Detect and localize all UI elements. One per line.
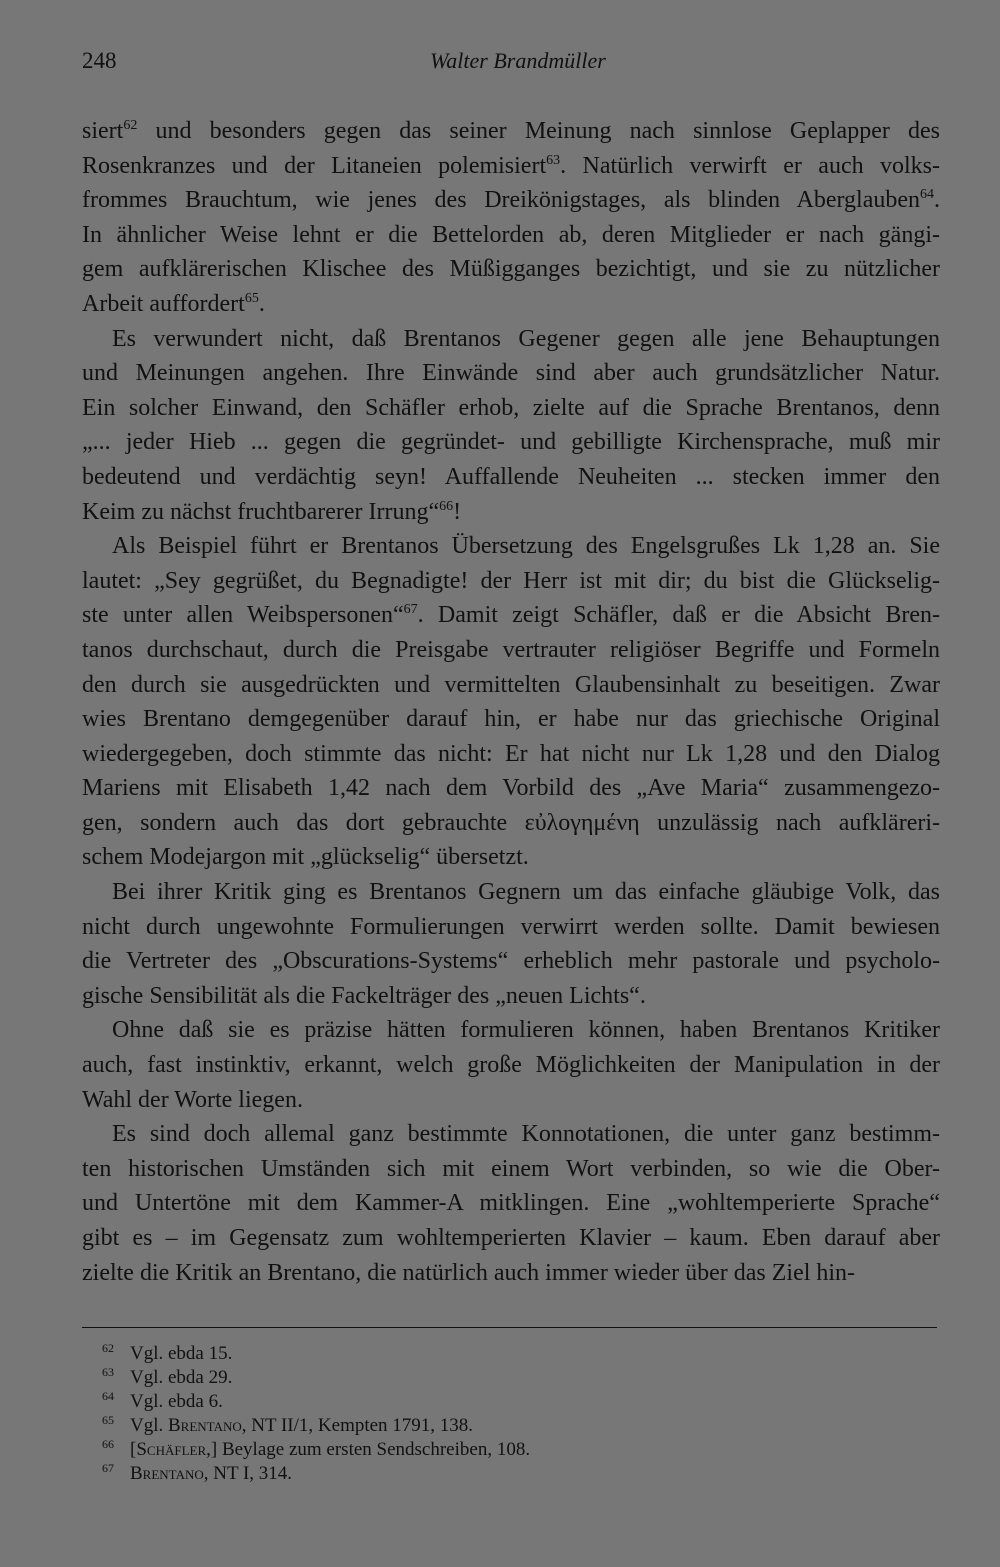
text-line <box>82 1013 940 1048</box>
text-line <box>82 149 940 184</box>
line-text-after-ref: . <box>934 187 940 214</box>
line-text: zielte die Kritik an Brentano, die natürlich auch immer wieder über das Ziel hin- <box>82 1259 856 1286</box>
line-text: „... jeder Hieb ... gegen die gegründet- und gebilligte Kirchensprache, muß mir <box>82 429 940 456</box>
line-text: Rosenkranzes und der Litaneien polemisiert <box>82 152 547 179</box>
text-line <box>82 460 940 495</box>
line-text: auch, fast instinktiv, erkannt, welch große Möglichkeiten der Manipulation in der <box>82 1052 940 1079</box>
footnote: 63 Vgl. ebda 29. <box>102 1365 233 1389</box>
running-head: Walter Brandmüller <box>430 48 606 73</box>
text-line <box>82 702 940 737</box>
footnote-author: Schäfler <box>136 1439 207 1461</box>
footnote-text: Vgl. <box>130 1415 168 1437</box>
line-text: gische Sensibilität als die Fackelträger des „neuen Lichts“. <box>82 982 646 1009</box>
text-line <box>82 529 940 564</box>
line-text-after-ref: . Damit zeigt Schäfler, daß er die Absicht Bren- <box>417 602 940 629</box>
footnote-text: Vgl. ebda 15. <box>130 1343 233 1364</box>
footnote-author: Brentano <box>168 1415 242 1437</box>
text-line <box>82 1083 940 1118</box>
line-text: Keim zu nächst fruchtbarerer Irrung“ <box>82 498 440 525</box>
line-text-after-ref: ! <box>453 498 462 525</box>
footnote-author: Brentano <box>130 1463 204 1485</box>
text-line <box>82 633 940 668</box>
page-number: 248 <box>82 48 117 73</box>
text-line <box>82 944 940 979</box>
text-line <box>82 668 940 703</box>
line-text-after-ref: . Natürlich verwirft er auch volks- <box>560 152 940 179</box>
text-line <box>82 1256 940 1291</box>
line-text: Mariens mit Elisabeth 1,42 nach dem Vorbild des „Ave Maria“ zusammengezo- <box>82 775 940 802</box>
line-text: und Meinungen angehen. Ihre Einwände sind aber auch grundsätzlicher Natur. <box>82 360 940 387</box>
text-line <box>82 910 940 945</box>
text-line <box>82 598 940 633</box>
line-text: Als Beispiel führt er Brentanos Übersetzung des Engelsgrußes Lk 1,28 an. Sie <box>112 533 940 560</box>
footnote: 67 Brentano, NT I, 314. <box>102 1461 293 1485</box>
line-text: ste unter allen Weibspersonen“ <box>82 602 404 629</box>
text-line <box>82 287 940 322</box>
text-line <box>82 771 940 806</box>
line-text: frommes Brauchtum, wie jenes des Dreikönigstages, als blinden Aberglauben <box>82 187 920 214</box>
text-line <box>82 252 940 287</box>
body-text <box>82 114 940 1290</box>
line-text: den durch sie ausgedrückten und vermittelten Glaubensinhalt zu beseitigen. Zwar <box>82 671 940 698</box>
footnote-reference: 63 <box>546 152 561 168</box>
text-line <box>82 218 940 253</box>
footnotes <box>102 1342 937 1487</box>
text-line <box>82 1048 940 1083</box>
line-text-after-ref: . <box>258 290 265 317</box>
line-text: gibt es – im Gegensatz zum wohltemperierten Klavier – kaum. Eben darauf aber <box>82 1225 940 1251</box>
footnote-text: Vgl. ebda 6. <box>130 1391 223 1413</box>
text-line <box>82 114 940 149</box>
line-text: Ohne daß sie es präzise hätten formulieren können, haben Brentanos Kritiker <box>112 1017 940 1044</box>
footnote-reference: 62 <box>123 118 138 133</box>
text-line <box>82 806 940 841</box>
line-text: bedeutend und verdächtig seyn! Auffallende Neuheiten ... stecken immer den <box>82 463 940 490</box>
line-text: Arbeit auffordert <box>82 290 245 317</box>
text-line <box>82 356 940 391</box>
line-text: die Vertreter des „Obscurations-Systems“ erheblich mehr pastorale und psycholo- <box>82 948 940 975</box>
line-text: nicht durch ungewohnte Formulierungen verwirrt werden sollte. Damit bewiesen <box>82 913 940 940</box>
text-line <box>82 979 940 1014</box>
line-text: schem Modejargon mit „glückselig“ übersetzt. <box>82 844 529 871</box>
paragraph <box>82 875 940 1013</box>
line-text: Bei ihrer Kritik ging es Brentanos Gegnern um das einfache gläubige Volk, das <box>112 879 940 906</box>
text-line <box>82 875 940 910</box>
footnote-reference: 64 <box>920 187 934 203</box>
paragraph <box>82 1117 940 1290</box>
text-line <box>82 564 940 599</box>
line-text: gen, sondern auch das dort gebrauchte εὐλογημένη unzulässig nach aufkläreri- <box>82 809 940 836</box>
footnote-reference: 65 <box>244 290 259 306</box>
page-header <box>82 48 940 82</box>
text-line <box>82 1186 940 1221</box>
line-text: Es verwundert nicht, daß Brentanos Gegener gegen alle jene Behauptungen <box>112 325 940 352</box>
text-line <box>82 1152 940 1187</box>
line-text: wies Brentano demgegenüber darauf hin, er habe nur das griechische Original <box>82 706 940 733</box>
text-line <box>82 1221 940 1256</box>
line-text: Ein solcher Einwand, den Schäfler erhob, zielte auf die Sprache Brentanos, denn <box>82 394 940 421</box>
line-text: Es sind doch allemal ganz bestimmte Konnotationen, die unter ganz bestimm- <box>112 1121 940 1148</box>
text-line <box>82 840 940 875</box>
footnote: 65 Vgl. Brentano, NT II/1, Kempten 1791, 138. <box>102 1413 474 1437</box>
footnote: 64 Vgl. ebda 6. <box>102 1389 223 1413</box>
footnote-text: [ <box>130 1439 137 1461</box>
footnote-reference: 67 <box>403 602 418 618</box>
text-line <box>82 495 940 530</box>
text-line <box>82 183 940 218</box>
footnote-divider <box>82 1327 937 1328</box>
footnote: 62 Vgl. ebda 15. <box>102 1341 233 1364</box>
paragraph <box>82 529 940 875</box>
text-line <box>82 322 940 357</box>
line-text: siert <box>82 118 124 144</box>
paragraph <box>82 1013 940 1117</box>
line-text: und Untertöne mit dem Kammer-A mitklingen. Eine „wohltemperierte Sprache“ <box>82 1190 940 1217</box>
footnote-text: Vgl. ebda 29. <box>130 1367 233 1389</box>
footnote-reference: 66 <box>439 498 454 514</box>
line-text: tanos durchschaut, durch die Preisgabe vertrauter religiöser Begriffe und Formeln <box>82 636 940 663</box>
paragraph <box>82 114 940 322</box>
line-text: ten historischen Umständen sich mit einem Wort verbinden, so wie die Ober- <box>82 1155 940 1182</box>
line-text: In ähnlicher Weise lehnt er die Bettelorden ab, deren Mitglieder er nach gängi- <box>82 221 940 248</box>
text-line <box>82 425 940 460</box>
text-line <box>82 737 940 772</box>
line-text: wiedergegeben, doch stimmte das nicht: Er hat nicht nur Lk 1,28 und den Dialog <box>82 740 940 767</box>
footnote-text: ,] Beylage zum ersten Sendschreiben, 108. <box>206 1439 531 1461</box>
line-text: gem aufklärerischen Klischee des Müßigganges bezichtigt, und sie zu nützlicher <box>82 256 940 283</box>
text-line <box>82 1117 940 1152</box>
footnote-text: , NT I, 314. <box>203 1463 293 1485</box>
paragraph <box>82 322 940 530</box>
line-text-after-ref: und besonders gegen das seiner Meinung nach sinnlose Geplapper des <box>137 118 940 144</box>
footnote: 66 [Schäfler,] Beylage zum ersten Sendschreiben, 108. <box>102 1437 531 1461</box>
line-text: Wahl der Worte liegen. <box>82 1086 303 1113</box>
line-text: lautet: „Sey gegrüßet, du Begnadigte! der Herr ist mit dir; du bist die Glückselig- <box>82 567 940 594</box>
text-line <box>82 391 940 426</box>
footnote-text: , NT II/1, Kempten 1791, 138. <box>241 1415 474 1437</box>
